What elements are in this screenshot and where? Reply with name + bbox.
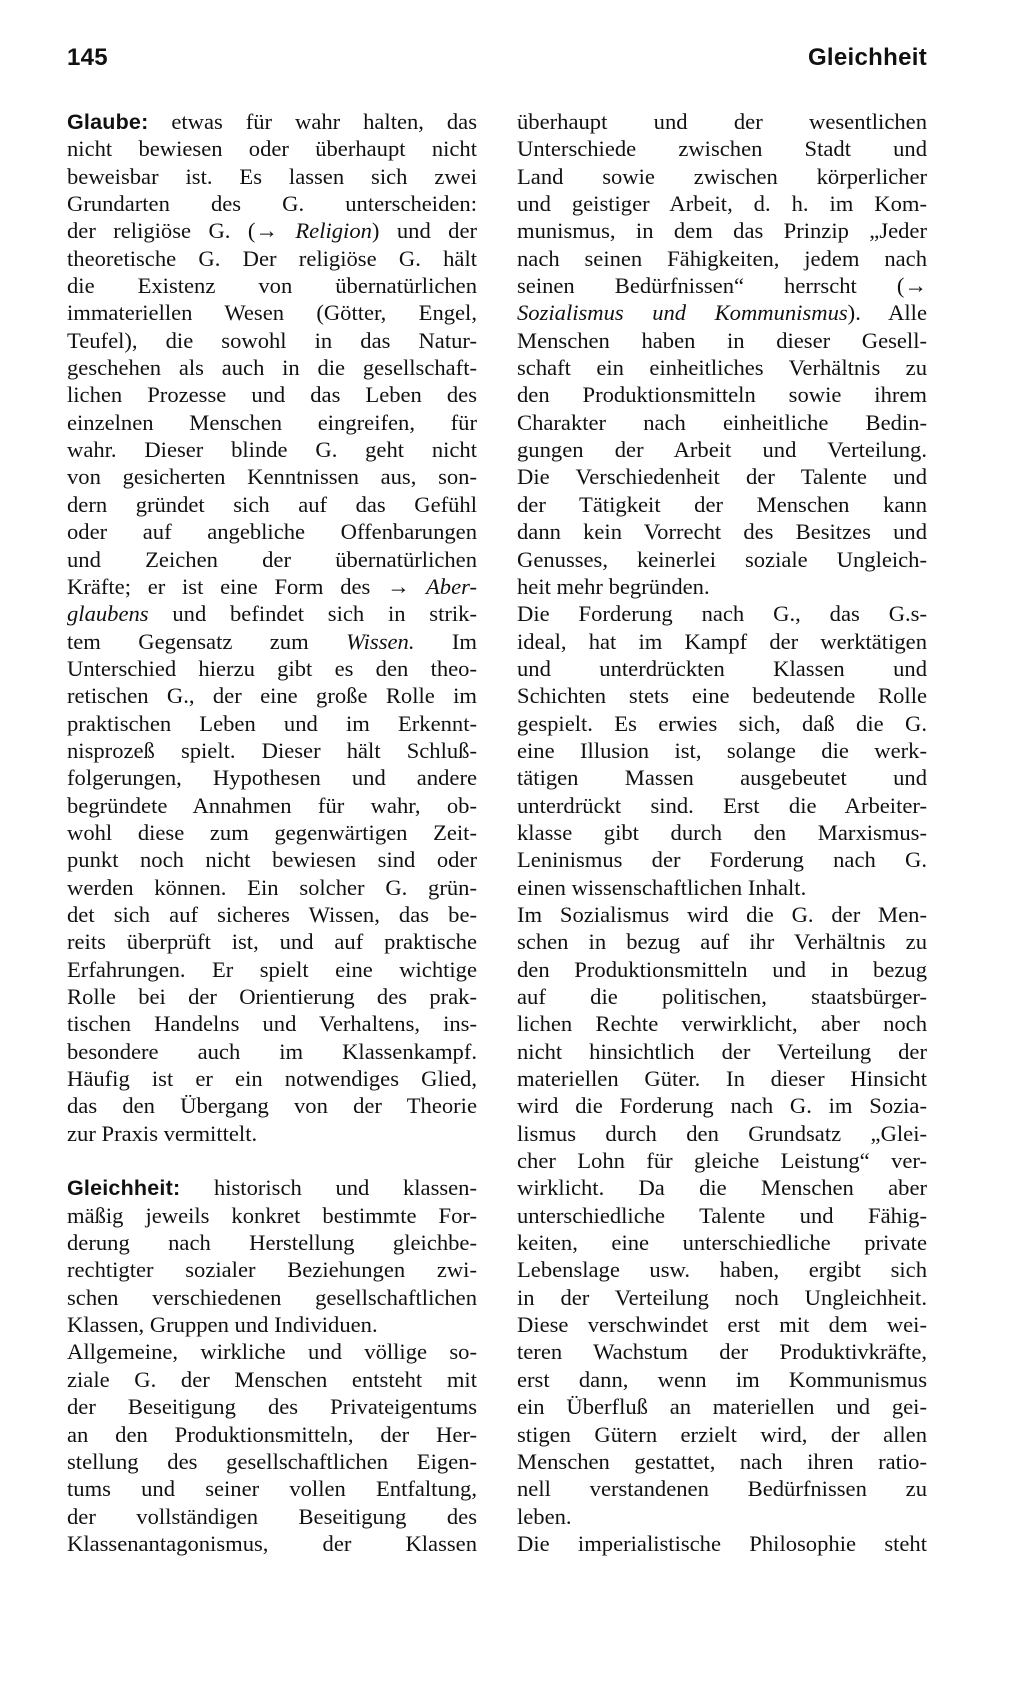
- text-segment: Schichten stets eine bedeutende Rolle: [517, 683, 927, 709]
- text-line: [67, 710, 477, 737]
- text-segment: erst dann, wenn im Kommunismus: [517, 1366, 927, 1392]
- text-line: [67, 1202, 477, 1229]
- text-segment: Die imperialistische Philosophie steht: [517, 1530, 927, 1556]
- text-line: [517, 135, 927, 162]
- text-segment: tischen Handelns und Verhaltens, ins-: [67, 1011, 477, 1037]
- text-segment: schen in bezug auf ihr Verhältnis zu: [517, 929, 927, 955]
- text-line: [67, 1256, 477, 1283]
- text-segment: teren Wachstum der Produktivkräfte,: [517, 1339, 927, 1365]
- text-segment: Die Verschiedenheit der Talente und: [517, 464, 927, 490]
- text-segment: nicht hinsichtlich der Verteilung der: [517, 1038, 927, 1064]
- text-line: [67, 1530, 477, 1557]
- text-segment: leben.: [517, 1503, 572, 1529]
- text-line: [517, 1092, 927, 1119]
- text-segment: ). Alle: [847, 300, 927, 326]
- text-segment: beweisbar ist. Es lassen sich zwei: [67, 163, 477, 189]
- entry-headword: Gleichheit:: [67, 1176, 181, 1201]
- text-line: [67, 491, 477, 518]
- text-segment: einzelnen Menschen eingreifen, für: [67, 409, 477, 435]
- text-line: [517, 710, 927, 737]
- text-line: [517, 983, 927, 1010]
- text-line: [67, 217, 477, 244]
- text-line: [67, 928, 477, 955]
- text-segment: wirklicht. Da die Menschen aber: [517, 1175, 927, 1201]
- text-line: [67, 327, 477, 354]
- text-segment: an den Produktionsmitteln, der Her-: [67, 1421, 477, 1447]
- text-segment: rechtigter sozialer Beziehungen zwi-: [67, 1257, 477, 1283]
- text-line: [517, 108, 927, 135]
- text-line: [517, 245, 927, 272]
- text-segment: werden können. Ein solcher G. grün-: [67, 874, 477, 900]
- paragraph-gap: [67, 1147, 477, 1174]
- text-segment: oder auf angebliche Offenbarungen: [67, 519, 477, 545]
- text-segment: Häufig ist er ein notwendiges Glied,: [67, 1066, 477, 1092]
- text-line: [67, 1038, 477, 1065]
- text-line: [517, 682, 927, 709]
- text-segment: begründete Annahmen für wahr, ob-: [67, 792, 477, 818]
- text-segment: auf die politischen, staatsbürger-: [517, 984, 927, 1009]
- page-number: 145: [67, 44, 108, 71]
- text-segment: klasse gibt durch den Marxismus-: [517, 819, 927, 845]
- text-segment: Rolle bei der Orientierung des prak-: [67, 984, 477, 1009]
- text-line: [67, 108, 477, 135]
- text-segment: Land sowie zwischen körperlicher: [517, 163, 927, 189]
- text-segment: unterdrückt sind. Erst die Arbeiter-: [517, 792, 927, 818]
- text-segment: Kräfte; er ist eine Form des: [67, 573, 388, 599]
- text-segment: Im: [414, 628, 477, 654]
- text-line: [517, 1530, 927, 1557]
- text-segment: nicht bewiesen oder überhaupt nicht: [67, 136, 477, 162]
- text-segment: nach seinen Fähigkeiten, jedem nach: [517, 245, 927, 271]
- text-segment: heit mehr begründen.: [517, 573, 710, 599]
- text-line: [67, 1393, 477, 1420]
- text-line: [67, 956, 477, 983]
- text-segment: theoretische G. Der religiöse G. hält: [67, 245, 477, 271]
- running-head: Gleichheit: [807, 44, 927, 71]
- text-segment: immateriellen Wesen (Götter, Engel,: [67, 300, 477, 326]
- text-line: [67, 1065, 477, 1092]
- text-line: [517, 354, 927, 381]
- text-segment: dern gründet sich auf das Gefühl: [67, 491, 477, 517]
- text-line: [67, 245, 477, 272]
- text-segment: der Beseitigung des Privateigentums: [67, 1394, 477, 1420]
- text-segment: besondere auch im Klassenkampf.: [67, 1038, 477, 1064]
- text-line: [517, 1229, 927, 1256]
- text-segment: ziale G. der Menschen entsteht mit: [67, 1366, 477, 1392]
- text-segment: und unterdrückten Klassen und: [517, 655, 927, 681]
- text-line: [67, 299, 477, 326]
- text-line: [67, 546, 477, 573]
- text-line: [517, 819, 927, 846]
- text-line: [67, 846, 477, 873]
- text-segment: überhaupt und der wesentlichen: [517, 109, 927, 134]
- text-line: [67, 628, 477, 655]
- text-line: [517, 874, 927, 901]
- text-segment: ein Überfluß an materiellen und gei-: [517, 1394, 927, 1420]
- text-line: [517, 1256, 927, 1283]
- text-line: [517, 1338, 927, 1365]
- text-line: [517, 737, 927, 764]
- cross-reference: glaubens: [67, 601, 149, 627]
- text-segment: Menschen haben in dieser Gesell-: [517, 327, 927, 353]
- text-segment: tem Gegensatz zum: [67, 628, 347, 654]
- text-line: [67, 272, 477, 299]
- text-line: [517, 327, 927, 354]
- text-segment: det sich auf sicheres Wissen, das be-: [67, 901, 477, 927]
- text-line: [517, 217, 927, 244]
- right-column: [517, 108, 927, 1557]
- text-segment: munismus, in dem das Prinzip „Jeder: [517, 218, 927, 244]
- text-segment: gungen der Arbeit und Verteilung.: [517, 437, 927, 463]
- text-line: [517, 463, 927, 490]
- text-segment: tätigen Massen ausgebeutet und: [517, 765, 927, 791]
- text-segment: wird die Forderung nach G. im Sozia-: [517, 1093, 927, 1119]
- text-line: [67, 1284, 477, 1311]
- text-line: [517, 846, 927, 873]
- text-segment: und Zeichen der übernatürlichen: [67, 546, 477, 572]
- text-line: [67, 518, 477, 545]
- text-line: [67, 901, 477, 928]
- text-segment: einen wissenschaftlichen Inhalt.: [517, 874, 807, 900]
- text-line: [517, 491, 927, 518]
- text-segment: nisprozeß spielt. Dieser hält Schluß-: [67, 737, 477, 763]
- text-segment: ideal, hat im Kampf der werktätigen: [517, 628, 927, 654]
- text-segment: geschehen als auch in die gesellschaft-: [67, 355, 477, 381]
- text-line: [517, 1366, 927, 1393]
- text-segment: Diese verschwindet erst mit dem wei-: [517, 1312, 927, 1338]
- text-line: [517, 573, 927, 600]
- text-segment: reits überprüft ist, und auf praktische: [67, 929, 477, 955]
- text-line: [67, 135, 477, 162]
- text-segment: gespielt. Es erwies sich, daß die G.: [517, 710, 927, 736]
- text-line: [517, 1448, 927, 1475]
- text-line: [517, 1065, 927, 1092]
- text-line: [67, 682, 477, 709]
- text-segment: den Produktionsmitteln und in bezug: [517, 956, 927, 982]
- text-segment: Leninismus der Forderung nach G.: [517, 847, 927, 873]
- text-line: [517, 1202, 927, 1229]
- text-line: [67, 655, 477, 682]
- cross-reference: → Aber-: [387, 573, 477, 599]
- text-segment: historisch und klassen-: [180, 1175, 477, 1201]
- text-line: [67, 792, 477, 819]
- text-line: [517, 299, 927, 326]
- text-segment: das den Übergang von der Theorie: [67, 1093, 477, 1119]
- text-segment: Allgemeine, wirkliche und völlige so-: [67, 1339, 477, 1365]
- text-segment: lismus durch den Grundsatz „Glei-: [517, 1120, 927, 1146]
- text-line: [67, 1475, 477, 1502]
- text-segment: praktischen Leben und im Erkennt-: [67, 710, 477, 736]
- text-line: [67, 819, 477, 846]
- text-segment: mäßig jeweils konkret bestimmte For-: [67, 1202, 477, 1228]
- text-line: [67, 737, 477, 764]
- text-line: [517, 628, 927, 655]
- text-line: [67, 436, 477, 463]
- text-segment: wohl diese zum gegenwärtigen Zeit-: [67, 819, 477, 845]
- text-line: [517, 546, 927, 573]
- text-line: [67, 1174, 477, 1201]
- text-segment: der Tätigkeit der Menschen kann: [517, 491, 927, 517]
- text-segment: tums und seiner vollen Entfaltung,: [67, 1476, 477, 1502]
- text-line: [517, 1038, 927, 1065]
- text-segment: derung nach Herstellung gleichbe-: [67, 1230, 477, 1256]
- text-line: [517, 764, 927, 791]
- text-line: [67, 1311, 477, 1338]
- text-segment: Teufel), die sowohl in das Natur-: [67, 327, 477, 353]
- text-line: [517, 1284, 927, 1311]
- text-segment: Grundarten des G. unterscheiden:: [67, 191, 477, 217]
- text-segment: nell verstandenen Bedürfnissen zu: [517, 1476, 927, 1502]
- text-segment: dann kein Vorrecht des Besitzes und: [517, 519, 927, 545]
- text-line: [517, 901, 927, 928]
- text-line: [67, 463, 477, 490]
- text-segment: etwas für wahr halten, das: [148, 109, 477, 134]
- cross-reference: → Religion: [255, 218, 372, 244]
- text-line: [67, 1092, 477, 1119]
- text-line: [67, 163, 477, 190]
- text-line: [517, 1503, 927, 1530]
- text-line: [517, 928, 927, 955]
- text-line: [517, 1421, 927, 1448]
- text-line: [517, 190, 927, 217]
- text-segment: Menschen gestattet, nach ihren ratio-: [517, 1448, 927, 1474]
- text-segment: schaft ein einheitliches Verhältnis zu: [517, 355, 927, 381]
- text-segment: Im Sozialismus wird die G. der Men-: [517, 901, 927, 927]
- text-segment: stellung des gesellschaftlichen Eigen-: [67, 1448, 477, 1474]
- text-line: [517, 381, 927, 408]
- text-segment: Genusses, keinerlei soziale Ungleich-: [517, 546, 927, 572]
- text-line: [517, 272, 927, 299]
- text-line: [517, 1475, 927, 1502]
- text-segment: Unterschied hierzu gibt es den theo-: [67, 655, 477, 681]
- text-segment: Unterschiede zwischen Stadt und: [517, 136, 927, 162]
- text-line: [67, 1338, 477, 1365]
- text-line: [67, 1010, 477, 1037]
- text-line: [517, 1311, 927, 1338]
- text-line: [67, 1421, 477, 1448]
- text-line: [517, 1010, 927, 1037]
- text-line: [67, 600, 477, 627]
- text-segment: unterschiedliche Talente und Fähig-: [517, 1202, 927, 1228]
- cross-reference: Wissen.: [346, 628, 415, 654]
- text-segment: der religiöse G. (: [67, 218, 256, 244]
- text-line: [67, 1503, 477, 1530]
- text-line: [517, 655, 927, 682]
- text-line: [67, 354, 477, 381]
- text-segment: retischen G., der eine große Rolle im: [67, 683, 477, 709]
- text-segment: zur Praxis vermittelt.: [67, 1120, 258, 1146]
- text-line: [67, 573, 477, 600]
- text-line: [517, 1393, 927, 1420]
- text-segment: den Produktionsmitteln sowie ihrem: [517, 382, 927, 408]
- text-line: [517, 436, 927, 463]
- text-segment: eine Illusion ist, solange die werk-: [517, 737, 927, 763]
- text-line: [517, 1120, 927, 1147]
- text-line: [67, 1366, 477, 1393]
- text-line: [67, 190, 477, 217]
- text-segment: Die Forderung nach G., das G.s-: [517, 601, 927, 627]
- text-segment: punkt noch nicht bewiesen sind oder: [67, 847, 477, 873]
- text-line: [67, 764, 477, 791]
- text-segment: der vollständigen Beseitigung des: [67, 1503, 477, 1529]
- text-segment: Klassenantagonismus, der Klassen: [67, 1530, 477, 1556]
- text-line: [67, 874, 477, 901]
- text-line: [517, 956, 927, 983]
- text-line: [67, 1448, 477, 1475]
- text-segment: Klassen, Gruppen und Individuen.: [67, 1312, 378, 1338]
- text-line: [67, 381, 477, 408]
- text-segment: schen verschiedenen gesellschaftlichen: [67, 1284, 477, 1310]
- text-segment: und geistiger Arbeit, d. h. im Kom-: [517, 191, 927, 217]
- text-line: [517, 518, 927, 545]
- text-segment: von gesicherten Kenntnissen aus, son-: [67, 464, 477, 490]
- text-line: [517, 1147, 927, 1174]
- text-line: [517, 600, 927, 627]
- text-segment: lichen Prozesse und das Leben des: [67, 382, 477, 408]
- text-segment: seinen Bedürfnissen“ herrscht (→: [517, 273, 927, 299]
- text-segment: Lebenslage usw. haben, ergibt sich: [517, 1257, 927, 1283]
- text-line: [67, 1229, 477, 1256]
- left-column: [67, 108, 477, 1557]
- text-line: [517, 163, 927, 190]
- cross-reference: Sozialismus und Kommunismus: [517, 300, 848, 326]
- text-segment: materiellen Güter. In dieser Hinsicht: [517, 1066, 927, 1092]
- text-line: [517, 792, 927, 819]
- text-segment: folgerungen, Hypothesen und andere: [67, 765, 477, 791]
- text-line: [517, 409, 927, 436]
- text-line: [67, 1120, 477, 1147]
- entry-headword: Glaube:: [67, 110, 149, 134]
- text-line: [517, 1174, 927, 1201]
- text-segment: und befindet sich in strik-: [148, 601, 477, 627]
- text-segment: keiten, eine unterschiedliche private: [517, 1230, 927, 1256]
- text-segment: Charakter nach einheitliche Bedin-: [517, 409, 927, 435]
- text-line: [67, 409, 477, 436]
- text-segment: lichen Rechte verwirklicht, aber noch: [517, 1011, 927, 1037]
- text-segment: Erfahrungen. Er spielt eine wichtige: [67, 956, 477, 982]
- text-segment: wahr. Dieser blinde G. geht nicht: [67, 437, 477, 463]
- text-segment: ) und der: [371, 218, 477, 244]
- text-segment: in der Verteilung noch Ungleichheit.: [517, 1284, 927, 1310]
- text-segment: stigen Gütern erzielt wird, der allen: [517, 1421, 927, 1447]
- text-line: [67, 983, 477, 1010]
- text-segment: die Existenz von übernatürlichen: [67, 273, 477, 299]
- text-segment: cher Lohn für gleiche Leistung“ ver-: [517, 1148, 927, 1174]
- page-header: [67, 44, 927, 84]
